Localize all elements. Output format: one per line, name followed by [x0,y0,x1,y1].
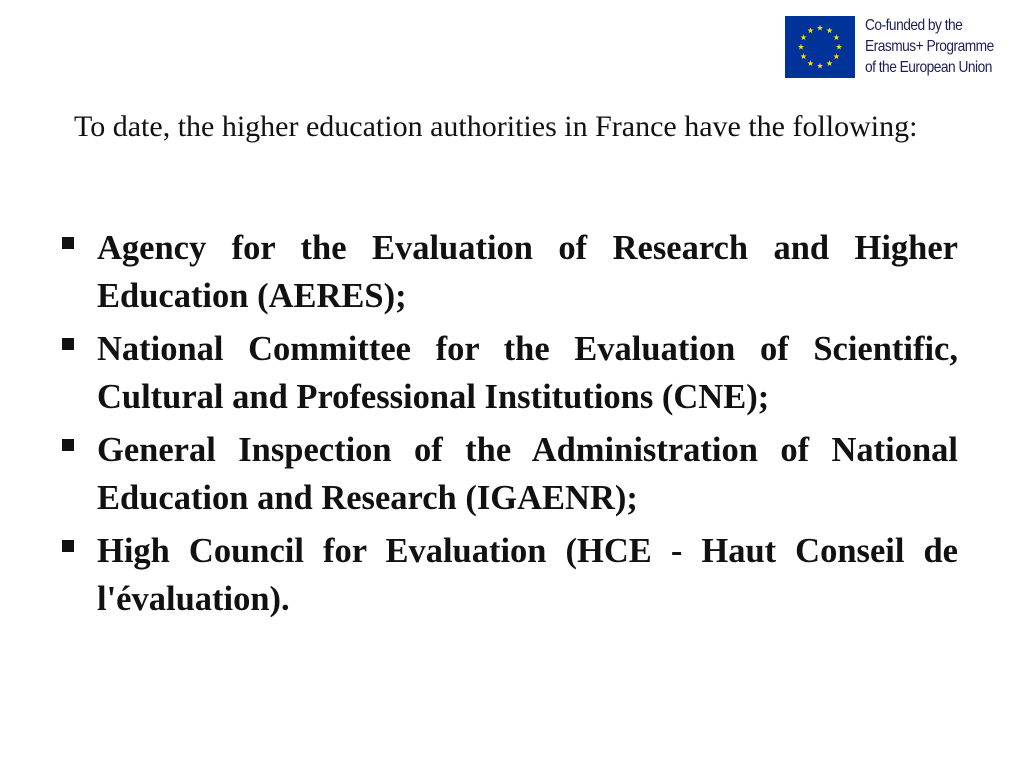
star-icon [833,34,839,40]
star-icon [817,63,823,69]
bullet-list [60,224,958,628]
bullet-square-icon [62,540,74,552]
star-icon [836,44,842,50]
star-icon [826,60,832,66]
star-icon [833,53,839,59]
star-icon [807,27,813,33]
bullet-text: Agency for the Evaluation of Research and Higher Education (AERES); [97,229,958,315]
bullet-text: General Inspection of the Administration of National Education and Research (IGAENR); [97,431,958,517]
star-icon [817,25,823,31]
star-icon [801,34,807,40]
bullet-text: High Council for Evaluation (HCE - Haut Conseil de l'évaluation). [97,532,958,618]
erasmus-logo [785,15,1020,80]
logo-text [865,15,998,78]
eu-flag-stars [785,16,855,78]
star-icon [798,44,804,50]
logo-line-3: of the European Union [865,59,992,76]
bullet-text: National Committee for the Evaluation of Scientific, Cultural and Professional Institutions (CNE); [97,330,958,416]
list-item [60,426,958,522]
list-item [60,527,958,623]
star-icon [801,53,807,59]
bullet-square-icon [62,237,74,249]
intro-paragraph: To date, the higher education authorities in France have the following: [74,110,918,143]
eu-flag-icon [785,16,855,78]
list-item [60,224,958,320]
bullet-square-icon [62,338,74,350]
star-icon [826,27,832,33]
logo-line-2: Erasmus+ Programme [865,38,994,55]
logo-line-1: Co-funded by the [865,17,963,34]
star-icon [807,60,813,66]
list-item [60,325,958,421]
bullet-square-icon [62,439,74,451]
